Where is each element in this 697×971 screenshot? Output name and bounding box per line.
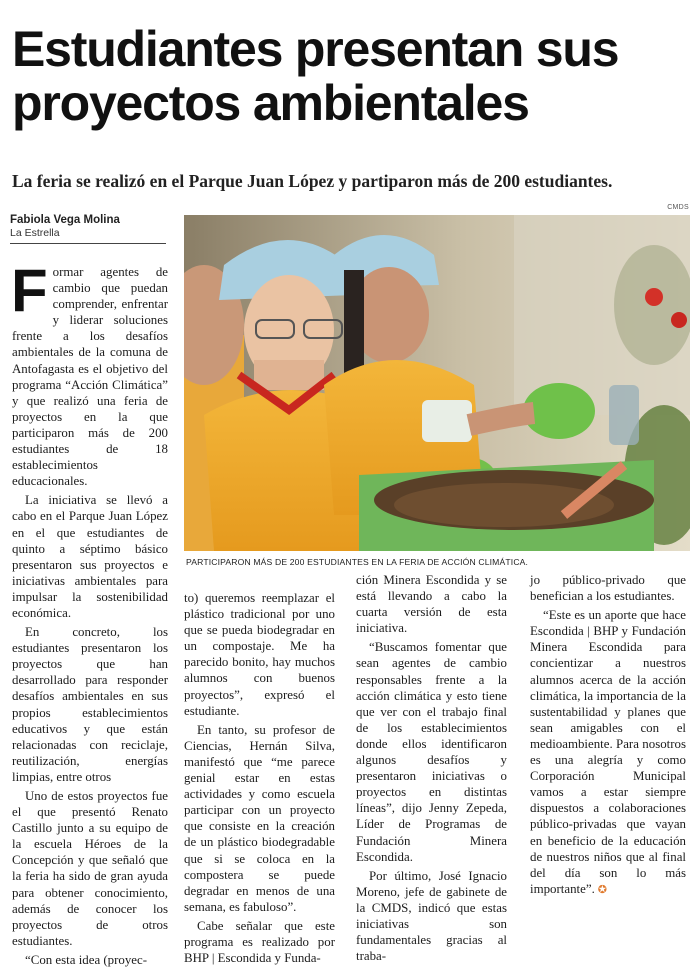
drop-cap: F xyxy=(11,257,48,324)
headline: Estudiantes presentan sus proyectos ambientales xyxy=(12,21,619,131)
news-photo xyxy=(184,215,690,551)
photo-caption: PARTICIPARON MÁS DE 200 ESTUDIANTES EN LA FERIA DE ACCIÓN CLIMÁTICA. xyxy=(186,557,529,567)
author-name: Fabiola Vega Molina xyxy=(10,214,120,226)
end-mark-icon: ✪ xyxy=(597,883,608,896)
byline-divider xyxy=(10,243,166,244)
photo-credit: CMDS xyxy=(667,204,689,211)
article-paragraph: La iniciativa se llevó a cabo en el Parque Juan López en el que estudiantes de quinto a séptimo básico presentaron sus proyectos e iniciativas ambientales para impulsar la sostenibilidad económica. xyxy=(12,493,168,620)
article-column-4 xyxy=(530,572,686,901)
outlet-name: La Estrella xyxy=(10,227,60,239)
photo-illustration xyxy=(184,215,690,551)
article-paragraph: to) queremos reemplazar el plástico tradicional por uno que se pueda biodegradar en un compostaje. Me ha parecido bonito, hay muchos alumnos con buenos proyectos”, expresó el estudiante. xyxy=(184,591,335,718)
article-paragraph: ción Minera Escondida y se está llevando a cabo la cuarta versión de esta iniciativa. xyxy=(356,573,507,636)
article-paragraph: En concreto, los estudiantes presentaron los proyectos que han desarrollado para responder desafíos ambientales en sus propios establecimientos educativos y que están relacionadas con reciclaje, reutilización, energías limpias, entre otros xyxy=(12,625,168,784)
paragraph-text: ormar agentes de cambio que puedan comprender, enfrentar y liderar soluciones frente a los desafíos ambientales de la comuna de Antofagasta es el objetivo del programa “Acción Climática” y que realizó una feria de proyectos en la que participaron más de 200 estudiantes de 18 establecimientos educacionales. xyxy=(12,265,168,489)
article-paragraph xyxy=(530,607,686,898)
subheadline: La feria se realizó en el Parque Juan López y partiparon más de 200 estudiantes. xyxy=(12,171,613,191)
article-paragraph: Uno de estos proyectos fue el que presentó Renato Castillo junto a su equipo de la escuela Héroes de la Concepción y que señaló que la feria ha sido de gran ayuda para obtener conocimiento, además de conocer los proyectos de otros estudiantes. xyxy=(12,789,168,948)
article-paragraph: Cabe señalar que este programa es realizado por BHP | Escondida y Funda- xyxy=(184,918,335,966)
paragraph-text: “Este es un aporte que hace Escondida | BHP y Fundación Minera Escondida para concientizar a nuestros alumnos acerca de la acción climática, la importancia de la sustentabilidad y planes que sean amigables con el medioambiente. Para nosotros es una alegría y como Corporación Municipal vamos a estar siempre dispuestos a colaboraciones público-privadas que vayan en beneficio de la educación de nuestros niños que al final del día son lo más importante”. xyxy=(530,608,686,896)
article-paragraph xyxy=(11,257,168,489)
byline xyxy=(10,214,168,244)
article-paragraph: jo público-privado que benefician a los estudiantes. xyxy=(530,573,686,604)
article-column-2 xyxy=(184,590,335,969)
article-paragraph: “Con esta idea (proyec- xyxy=(25,952,148,967)
article-column-1 xyxy=(11,257,168,971)
article-column-3 xyxy=(356,572,507,967)
article-paragraph: Por último, José Ignacio Moreno, jefe de gabinete de la CMDS, indicó que estas iniciativas son fundamentales gracias al traba- xyxy=(356,868,507,964)
article-paragraph: En tanto, su profesor de Ciencias, Hernán Silva, manifestó que “me parece genial estar en estas actividades y como escuela participar con un proyecto que consiste en la creación de un plástico biodegradable que si se coloca en la compostera se puede degradar en menos de una semana, es fabuloso”. xyxy=(184,722,335,914)
article-paragraph: “Buscamos fomentar que sean agentes de cambio responsables frente a la acción climática y esto tiene que ver con el trabajo final de los establecimientos donde ellos identificaron algunos desafíos y presentaron iniciativas o proyectos en distintas líneas”, dijo Jenny Zepeda, Líder de Programas de Fundación Minera Escondida. xyxy=(356,640,507,864)
